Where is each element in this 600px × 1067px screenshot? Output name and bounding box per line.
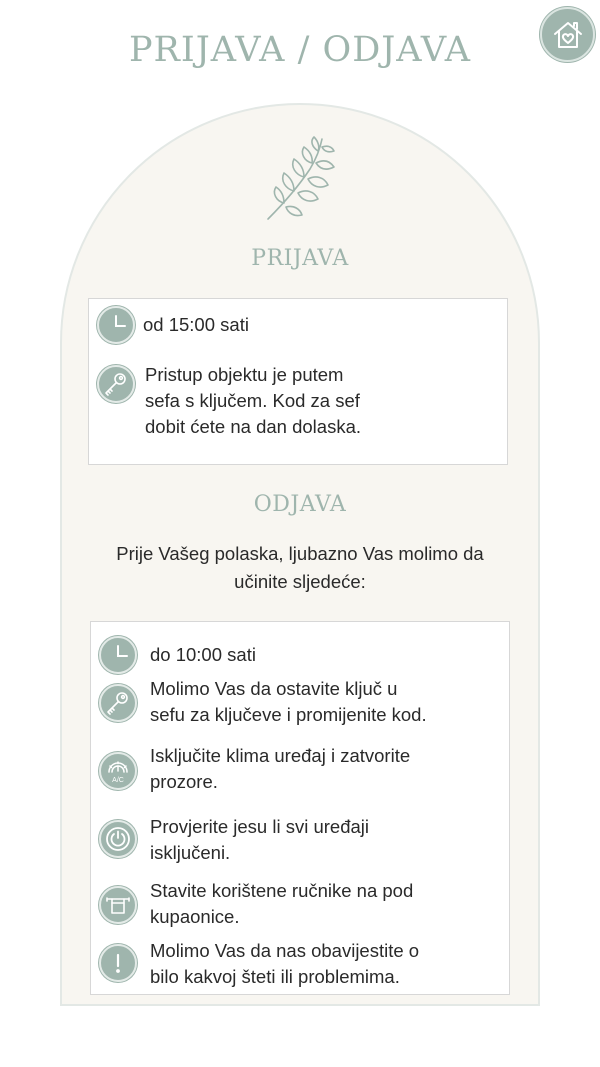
intro-line: Prije Vašeg polaska, ljubazno Vas molimo da [116, 543, 484, 564]
key-icon [99, 684, 137, 722]
leaf-branch-icon [262, 135, 338, 223]
text-line: dobit ćete na dan dolaska. [145, 416, 361, 437]
checkout-title: ODJAVA [253, 492, 347, 517]
page-title: PRIJAVA / ODJAVA [128, 30, 471, 70]
checkout-key-text [150, 676, 427, 728]
house-heart-icon [550, 17, 586, 53]
clock-icon [97, 306, 135, 344]
checkout-box [90, 621, 510, 995]
home-button[interactable] [540, 7, 595, 62]
clock-icon [99, 636, 137, 674]
svg-text:A/C: A/C [112, 777, 124, 784]
text-line: Pristup objektu je putem [145, 364, 344, 385]
text-line: kupaonice. [150, 906, 240, 927]
checkin-time: od 15:00 sati [143, 314, 249, 335]
text-line: Molimo Vas da ostavite ključ u [150, 678, 398, 699]
text-line: prozore. [150, 771, 218, 792]
alert-icon [99, 944, 137, 982]
ac-icon [99, 752, 137, 790]
checkin-access-text [145, 362, 361, 440]
intro-line: učinite sljedeće: [234, 571, 366, 592]
checkout-towel-text [150, 878, 413, 930]
checkout-ac-text [150, 743, 410, 795]
key-icon [97, 365, 135, 403]
text-line: Isključite klima uređaj i zatvorite [150, 745, 411, 766]
text-line: Provjerite jesu li svi uređaji [150, 816, 370, 837]
text-line: sefa s ključem. Kod za sef [145, 390, 360, 411]
text-line: bilo kakvoj šteti ili problemima. [150, 966, 400, 987]
text-line: Molimo Vas da nas obavijestite o [150, 940, 420, 961]
checkin-title: PRIJAVA [251, 246, 349, 271]
power-icon [99, 820, 137, 858]
checkout-intro [80, 540, 520, 596]
text-line: sefu za ključeve i promijenite kod. [150, 704, 427, 725]
towel-icon [99, 886, 137, 924]
text-line: isključeni. [150, 842, 231, 863]
checkin-box [88, 298, 508, 465]
checkout-power-text [150, 814, 369, 866]
checkout-alert-text [150, 938, 419, 990]
text-line: do 10:00 sati [150, 644, 256, 665]
text-line: Stavite korištene ručnike na pod [150, 880, 414, 901]
checkout-time [150, 642, 256, 668]
